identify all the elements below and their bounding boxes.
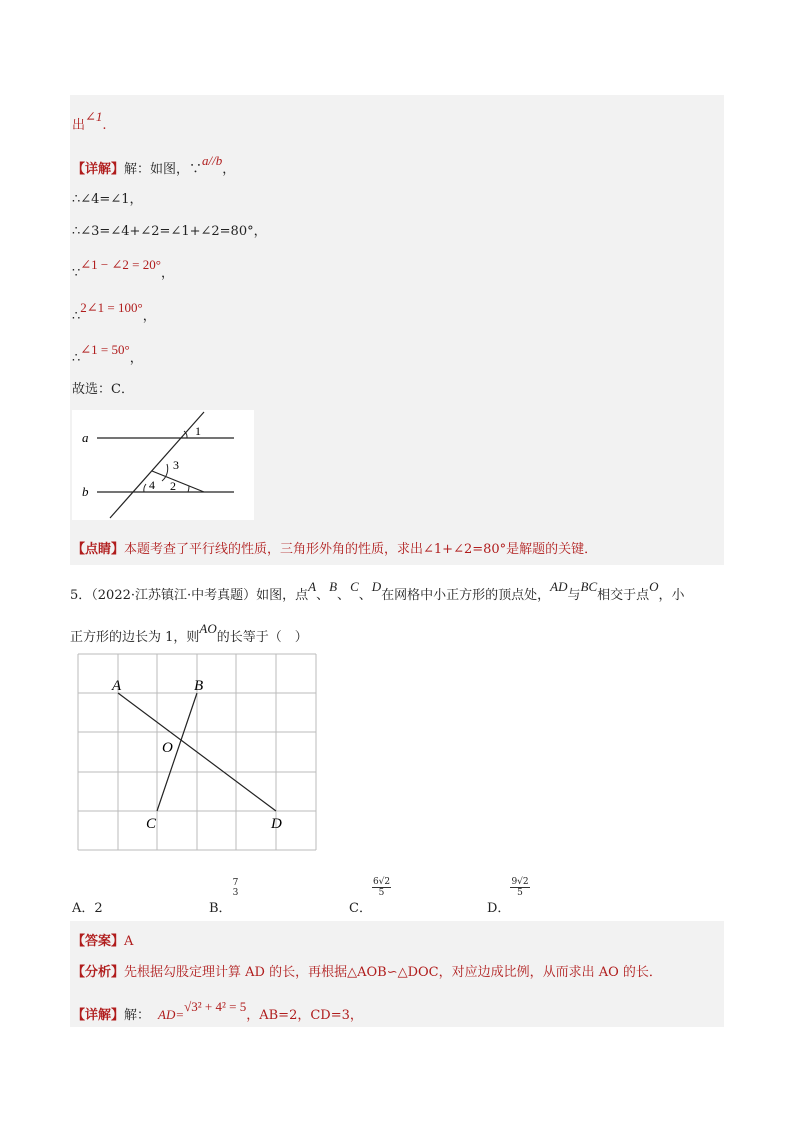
option-c[interactable]	[349, 876, 391, 916]
comment-text: 本题考查了平行线的性质，三角形外角的性质，求出∠1+∠2=80°是解题的关键．	[124, 542, 598, 557]
grid-figure	[72, 650, 322, 856]
symbol: ∴	[72, 309, 81, 324]
angle-4-label: 4	[149, 478, 155, 492]
option-fraction	[372, 877, 391, 898]
step-1: ∴∠4=∠1，	[72, 192, 143, 207]
solution-line-0	[72, 109, 107, 133]
option-letter: A．	[72, 901, 95, 916]
choose-line: 故选：C．	[72, 382, 134, 397]
math: AD=	[158, 1007, 185, 1022]
option-letter: D．	[487, 901, 511, 916]
text: ，AB=2，CD=3，	[246, 1008, 363, 1023]
point-o-label: O	[162, 740, 173, 756]
option-value: 2	[94, 901, 103, 916]
text: 出	[72, 118, 86, 133]
option-fraction	[232, 878, 240, 898]
point-b-label: B	[194, 678, 204, 694]
text: 解：如图，∵	[124, 162, 203, 177]
text: 的长等于（ ）	[216, 630, 308, 645]
math: a//b	[202, 153, 223, 168]
text: .	[102, 118, 107, 133]
question-source: 5．（2022·江苏镇江·中考真题）如图，点	[70, 588, 309, 603]
math: A	[308, 579, 317, 594]
math: ∠1	[85, 109, 103, 124]
symbol: ∵	[72, 266, 81, 281]
math: ∠1 − ∠2 = 20°	[80, 257, 161, 272]
text: 解：	[124, 1008, 151, 1023]
analysis-line	[72, 961, 662, 980]
text: 、	[358, 588, 372, 603]
option-letter: C．	[349, 901, 372, 916]
question-5-line-1	[70, 579, 685, 603]
numerator: 9√2	[511, 877, 529, 887]
option-letter: B．	[209, 901, 232, 916]
math: AD	[550, 579, 568, 594]
math: O	[649, 579, 659, 594]
numerator: 6√2	[372, 877, 391, 887]
option-b[interactable]	[209, 876, 239, 916]
math: D	[371, 579, 382, 594]
analysis-text: 先根据勾股定理计算 AD 的长，再根据△AOB∽△DOC，对应边成比例，从而求出 AO 的长．	[124, 965, 662, 980]
angle-2-label: 2	[170, 479, 176, 493]
label-a: a	[82, 430, 89, 445]
text: ，	[142, 309, 156, 324]
detail-line	[72, 153, 236, 177]
option-d[interactable]	[487, 876, 530, 916]
detail-tag: 【详解】	[72, 1008, 125, 1023]
denominator: 3	[232, 887, 239, 898]
angle-3-label: 3	[173, 458, 179, 472]
option-fraction	[510, 877, 529, 898]
denominator: 5	[378, 888, 385, 898]
math: ∠1 = 50°	[80, 342, 130, 357]
text: ，	[160, 266, 174, 281]
math: B	[329, 579, 338, 594]
step-4	[72, 300, 156, 324]
step-2: ∴∠3=∠4+∠2=∠1+∠2=80°，	[72, 224, 267, 239]
comment-line	[72, 538, 597, 557]
numerator: 7	[232, 877, 239, 888]
math: AO	[199, 621, 217, 636]
analysis-tag: 【分析】	[72, 965, 125, 980]
math: C	[350, 579, 359, 594]
step-5	[72, 342, 143, 366]
parallel-lines-figure	[72, 410, 254, 520]
point-c-label: C	[146, 816, 157, 832]
point-d-label: D	[271, 816, 282, 832]
answer-line	[72, 930, 133, 949]
answer-value: A	[124, 934, 134, 949]
text: 相交于点	[597, 588, 650, 603]
label-b: b	[82, 484, 89, 499]
option-a[interactable]	[72, 897, 103, 916]
text: 与	[567, 588, 581, 603]
detail-line-5	[72, 999, 363, 1023]
angle-1-label: 1	[195, 424, 201, 438]
step-3	[72, 257, 174, 281]
text: 正方形的边长为 1，则	[70, 630, 200, 645]
text: ，小	[658, 588, 685, 603]
question-5-line-2	[70, 621, 308, 645]
text: 在网格中小正方形的顶点处，	[381, 588, 551, 603]
text: 、	[337, 588, 351, 603]
text: ，	[129, 351, 143, 366]
answer-tag: 【答案】	[72, 934, 125, 949]
symbol: ∴	[72, 351, 81, 366]
math: BC	[580, 579, 598, 594]
point-a-label: A	[112, 678, 122, 694]
math: √3² + 4² = 5	[184, 999, 247, 1014]
comment-tag: 【点睛】	[72, 542, 125, 557]
math: 2∠1 = 100°	[80, 300, 143, 315]
detail-tag: 【详解】	[72, 162, 125, 177]
text: ，	[222, 162, 236, 177]
denominator: 5	[517, 888, 523, 898]
text: 、	[316, 588, 330, 603]
